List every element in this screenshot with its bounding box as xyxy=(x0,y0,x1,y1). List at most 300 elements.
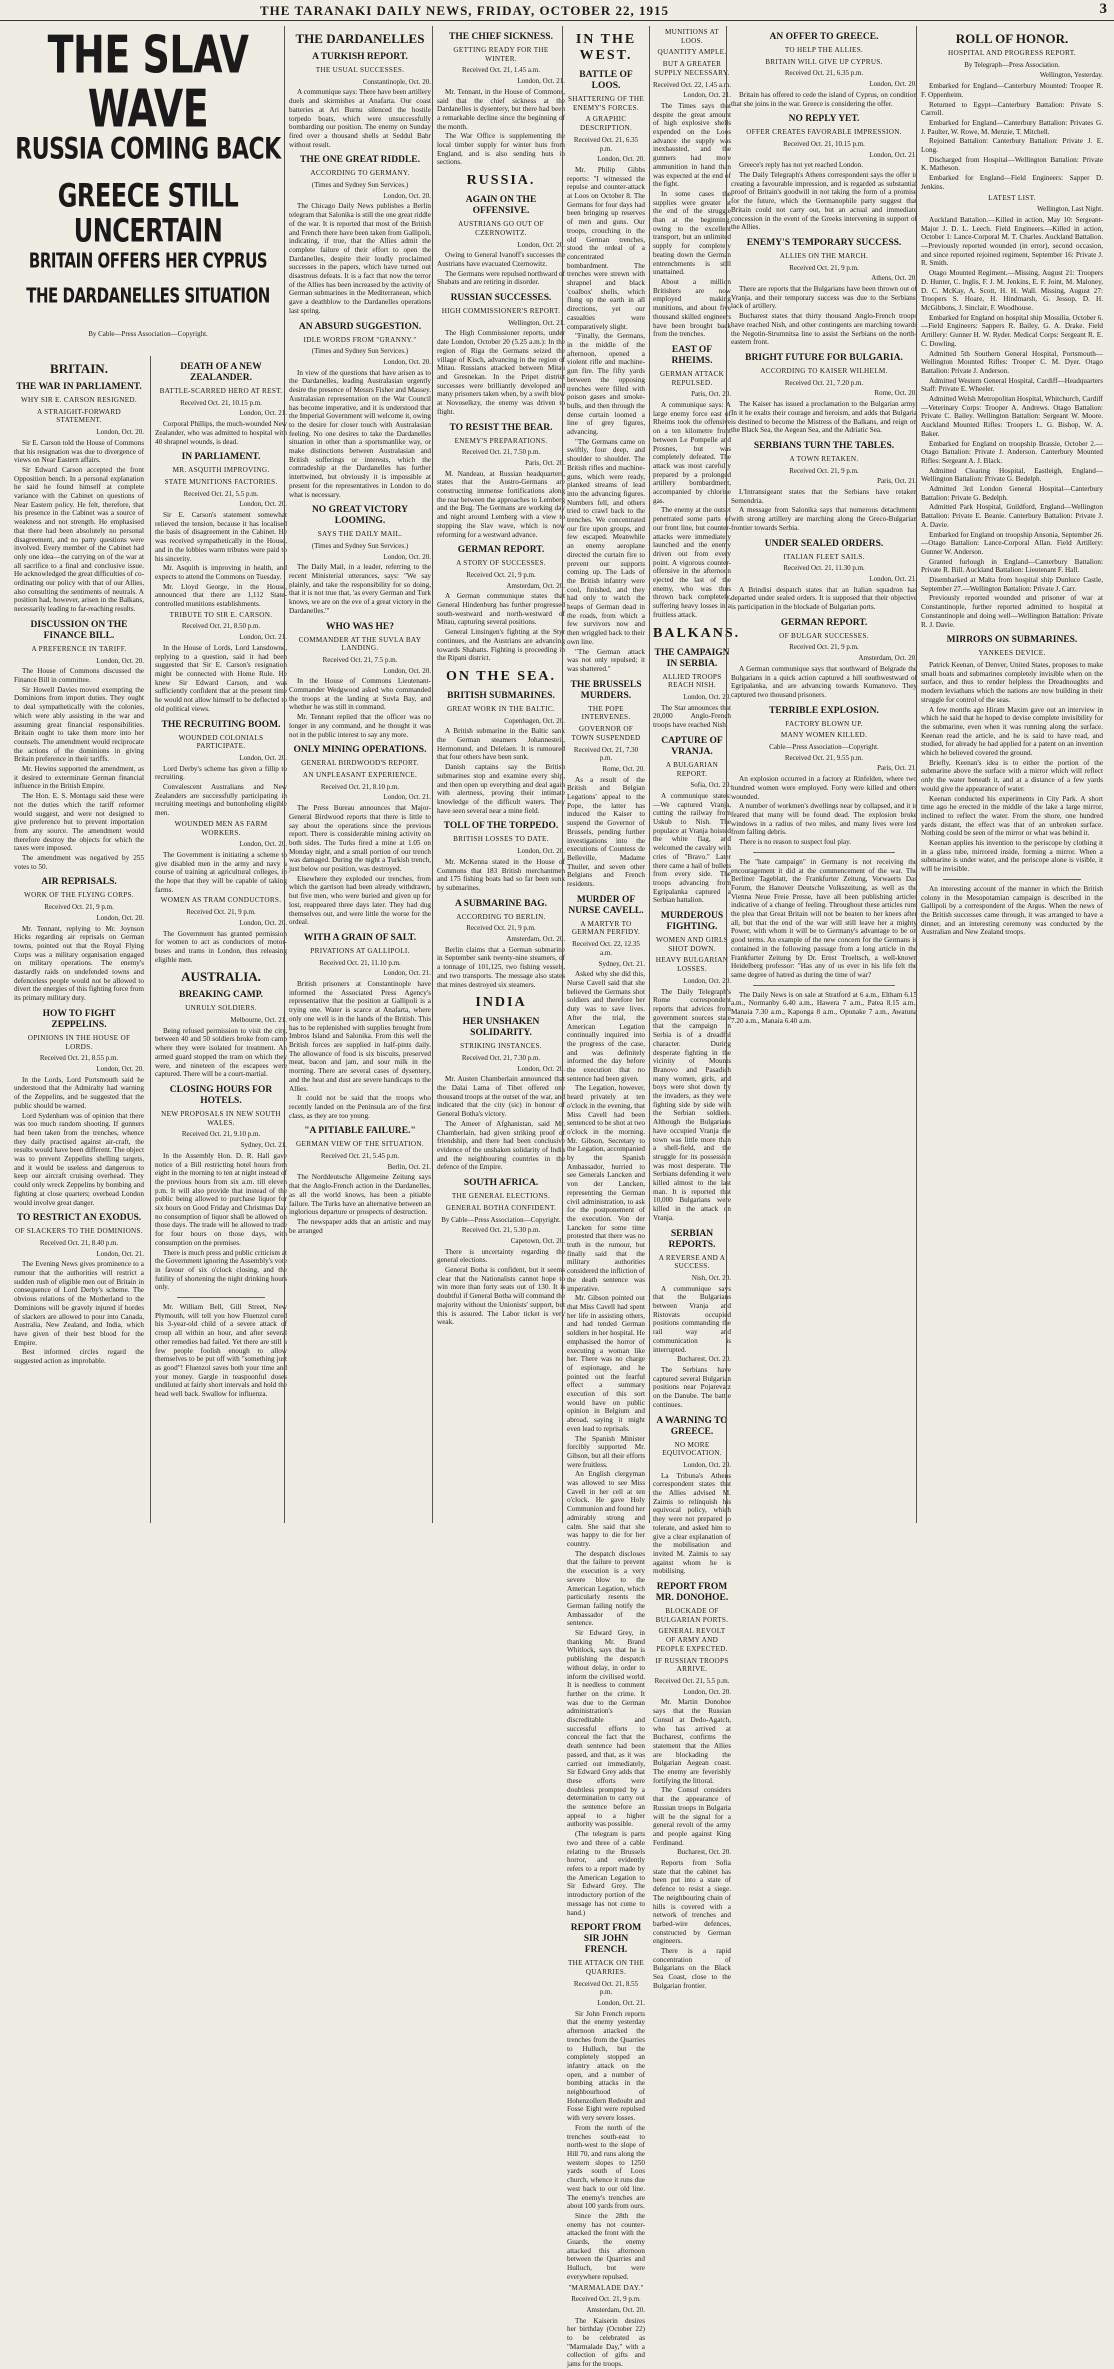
paragraph: The Times says that despite the great amount of high explosive shells expended on the Loos advance the supply was inexhausted, and the gunners had more ammunition in hand than was expected at the end of the fight. xyxy=(653,101,731,189)
article-headline: MIRRORS ON SUBMARINES. xyxy=(946,635,1078,646)
dateline: London, Oct. 21. xyxy=(239,633,287,642)
paragraph: Mr. Asquith is improving in health, and expects to attend the Commons on Tuesday. xyxy=(155,564,287,581)
subheading: NEW PROPOSALS IN NEW SOUTH WALES. xyxy=(161,1110,281,1127)
paragraph: M. Nandeau, at Russian headquarters, states that the Austro-Germans are constructing immense fortifications along the rear between the approaches to Lemberg and the Bug. The Germans are working day and night around Lemberg with a view to stopping the Slav wave, which is now reforming for a westward advance. xyxy=(437,469,565,539)
masthead xyxy=(0,0,1114,21)
paragraph: A Brindisi despatch states that an Italian squadron has departed under sealed orders. It is supposed that their objective is participation in the blockade of Bulgarian ports. xyxy=(731,585,917,612)
dateline: London, Oct. 20. xyxy=(683,693,731,701)
section-heading: RUSSIA. xyxy=(466,173,536,189)
subheading: HEAVY BULGARIAN LOSSES. xyxy=(655,956,729,974)
dateline: Received Oct. 21, 7.30 p.m. xyxy=(573,745,639,763)
dateline: Athens, Oct. 20. xyxy=(871,274,917,283)
paragraph: An interesting account of the manner in which the British colony in the Mesopotamian campaign is described in the Gallipoli by a correspondent of the Argus. When the news of the British successes came through, it was arranged to have a dinner, and an interesting ceremony was conducted by the Australian and New Zealand troops. xyxy=(921,884,1103,937)
dateline: Received Oct. 21, 11.30 p.m. xyxy=(783,564,865,573)
subheading: TRIBUTE TO SIR E. CARSON. xyxy=(169,610,273,619)
paragraph: The enemy at the outset penetrated some parts of our front line, but counter-attacks were immediately launched and the enemy driven out from every point. A vigorous counter-offensive in the afternoon ejected the last of the enemy, who was thus thrown back completely, suffering heavy losses in a fruitless attack. xyxy=(653,506,731,619)
dateline: Received Oct. 21, 6.35 p.m. xyxy=(784,69,864,78)
article-headline: MURDEROUS FIGHTING. xyxy=(660,911,724,933)
subheading: STATE MUNITIONS FACTORIES. xyxy=(164,477,278,486)
paragraph: Britain has offered to cede the island of Cyprus, on condition that she joins in the war. Greece is considering the offer. xyxy=(731,90,917,108)
subheading: GERMAN VIEW OF THE SITUATION. xyxy=(296,1140,424,1149)
subheading: OPINIONS IN THE HOUSE OF LORDS. xyxy=(27,1033,131,1051)
column-2 xyxy=(284,26,431,1523)
paragraph: Disembarked at Malta from hospital ship Dunluce Castle, September 27.—Wellington Battalion: Private J. Carr. xyxy=(921,576,1103,593)
paragraph: "The Germans came on swiftly, four deep, and shoulder to shoulder. The British rifles and machine-guns, which were ready, planked streams of lead into the advancing figures. Numbers fell, and others tried to crawl back to the trenches. We concentrated our fire upon groups, and few escaped. Meanwhile an enemy aeroplane directed the curtain fire to prevent our supports coming up. The Lads of the British infantry were cool, finished, and they had only to watch the heaps of German dead in the roads, from which a few survivors now and then wriggled back to their own line. xyxy=(567,437,645,646)
section-heading: BRITAIN. xyxy=(50,361,108,376)
paragraph: The Serbians have captured several Bulgarian positions near Pojarevatz on the Danube. The battle continues. xyxy=(653,1366,731,1409)
source-note: (Times and Sydney Sun Services.) xyxy=(311,541,409,550)
article-headline: TO RESTRICT AN EXODUS. xyxy=(16,1213,142,1224)
subheading: STRIKING INSTANCES. xyxy=(460,1042,542,1051)
paragraph: Discharged from Hospital—Wellington Battalion: Private K. Matheson. xyxy=(921,155,1103,173)
section-heading: ROLL OF HONOR. xyxy=(955,31,1069,46)
paragraph: The Evening News gives prominence to a rumour that the authorities will restrict a sudden rush of eligible men out of Britain in consequence of Lord Derby's scheme. The obvious relations of the Motherland to the Dominions will be gravely injured if hordes of slackers are allowed to pour into Canada, Australia, New Zealand, and India, which have given of their best blood for the Empire. xyxy=(14,1260,144,1347)
dateline: Received Oct. 21, 9 p.m. xyxy=(466,570,536,579)
dateline: London, Oct. 21. xyxy=(383,969,431,978)
dateline: London, Oct. 21. xyxy=(517,77,565,86)
paragraph: Embarked for England on troopship Ansonia, September 26.—Otago Battalion: Lance-Corporal Allan. Field Artillery: Gunner W. Anderson. xyxy=(921,530,1103,556)
article-headline: ONLY MINING OPERATIONS. xyxy=(293,745,427,756)
dateline: Wellington, Yesterday. xyxy=(1039,71,1103,80)
dateline: London, Oct. 20. xyxy=(383,666,431,675)
dateline: Amsterdam, Oct. 20. xyxy=(506,935,565,944)
paragraph: The Legation, however, heard privately at ten o'clock in the evening, that Miss Cavell had been sentenced to be shot at two o'clock in the morning. Mr. Gibson, Secretary to the Legation, accompanied by the Spanish Ambassador, hurried to see Generals Lancken and von der Lancken, representing the German civil administration, to ask for the postponement of the execution. Von der Lancken for some time protested that there was no truth in the rumour, but finally said that the military authorities considered the infliction of the death sentence was imperative. xyxy=(567,1084,645,1293)
paragraph: The Germans were repulsed northward of Shabats and are retiring in disorder. xyxy=(437,269,565,287)
subheading: MR. ASQUITH IMPROVING. xyxy=(172,466,270,475)
subheading: IF RUSSIAN TROOPS ARRIVE. xyxy=(655,1656,729,1674)
headline-dardanelles: THE DARDANELLES SITUATION xyxy=(26,283,270,308)
dateline: London, Oct. 20. xyxy=(683,1460,731,1469)
article-headline: THE CAMPAIGN IN SERBIA. xyxy=(654,647,730,669)
dateline: Sofia, Oct. 20. xyxy=(690,781,731,790)
subheading: A REVERSE AND A SUCCESS. xyxy=(658,1253,726,1271)
article-headline: AIR REPRISALS. xyxy=(41,877,117,888)
dateline: Received Oct. 21, 7.5 p.m. xyxy=(322,655,398,664)
paragraph: Rejoined Battalion: Canterbury Battalion: Private J. E. Long. xyxy=(921,137,1103,155)
article-headline: MURDER OF NURSE CAVELL. xyxy=(568,894,644,916)
paragraph: Owing to General Ivanoff's successes the Austrians have evacuated Czernowitz. xyxy=(437,251,565,268)
section-heading: THE DARDANELLES xyxy=(295,31,425,46)
paragraph: Otago Mounted Regiment.—Missing, August 21: Troopers D. Hunter, C. Inglis, F. J. M. Jenkins, E. F. Joint, M. Maloney, D. C. McKay, A. Scott, H. H. Wall. Missing, August 27: Troopers S. Hoare, H. Hindmarsh, G. Jessop, D. H. McGibbons, J. Sinclair, F. Woodhouse. xyxy=(921,269,1103,312)
article-headline: NO GREAT VICTORY LOOMING. xyxy=(311,505,409,527)
paragraph: (The telegram is parts two and three of a cable relating to the Brussels horror, and evidently refers to a report made by the American Legation to Sir Edward Grey. The introductory portion of the message has not come to hand.) xyxy=(567,1830,645,1917)
main-headline: THE SLAV WAVE xyxy=(47,25,249,139)
dateline: Received Oct. 21, 7.30 p.m. xyxy=(461,1053,541,1062)
dateline: Received Oct. 21, 7.20 p.m. xyxy=(784,378,864,387)
paragraph: Sir Edward Grey, in thanking Mr. Brand Whitlock, says that he is publishing the despatch without delay, in order to inform the civilised world. It is needless to comment further on the crime. It was due to the German administration's discreditable and successful efforts to conceal the fact that the death sentence had been passed, and that, as it was carried out immediately, Sir Edward Grey adds that these efforts were doubtless prompted by a determination to carry out the sentence before an appeal to a higher authority was possible. xyxy=(567,1629,645,1829)
paragraph: Bucharest states that thirty thousand Anglo-French troops have reached Nish, and other contingents are marching towards the Negotin-Strumnitsa line to assist the Serbians on the north-eastern front. xyxy=(731,312,917,347)
article-headline: IN PARLIAMENT. xyxy=(181,452,261,463)
paragraph: La Tribuna's Athens correspondent states that the Allies advised M. Zaimis to relinquish his equivocal policy, which they were not prepared to tolerate, and asked him to give a clear explanation of the mobilisation and invited M. Zaimis to say against whom he is mobilising. xyxy=(653,1471,731,1576)
subheading: GOVERNOR OF TOWN SUSPENDED xyxy=(571,725,641,742)
notice-paragraph: The Daily News is on sale at Stratford at 6 a.m., Eltham 6.15 a.m., Normanby 6.40 a.m., Hawera 7 a.m., Patea 8.15 a.m., Manaia 7.30 a.m., Kaponga 8 a.m., Opunake 7 a.m., Awatuna 7.20 a.m., Manaia 6.40 a.m. xyxy=(731,990,917,1025)
dateline: London, Oct. 20. xyxy=(683,976,731,985)
paragraph: The Kaiser has issued a proclamation to the Bulgarian army. In it he exalts their courage and heroism, and adds that Bulgaria is destined to become the Mistress of the Balkans, and reign on the Black Sea, the Aegean Sea, and the Adriatic Sea. xyxy=(731,400,917,435)
dateline: London, Oct. 20. xyxy=(239,753,287,762)
article-headline: TOLL OF THE TORPEDO. xyxy=(443,821,559,832)
dateline: London, Oct. 20. xyxy=(96,1065,144,1073)
dateline: London, Oct. 20. xyxy=(96,913,144,922)
dateline: London, Oct. 20. xyxy=(383,191,431,200)
article-headline: NO REPLY YET. xyxy=(788,114,860,125)
dateline: Received Oct. 22, 12.35 a.m. xyxy=(572,940,640,957)
dateline: Received Oct. 21, 1.45 a.m. xyxy=(462,66,540,75)
subheading: ITALIAN FLEET SAILS. xyxy=(783,552,865,561)
dateline: Received Oct. 21, 9.55 p.m. xyxy=(784,753,864,762)
dateline: London, Oct. 20. xyxy=(239,918,287,927)
dateline: Amsterdam, Oct. 20. xyxy=(586,2305,645,2314)
divider xyxy=(943,879,1081,880)
paragraph: In the House of Commons Lieutenant-Commander Wedgwood asked who commanded the troops at the landing at Suvla Bay, and whether he was still in command. xyxy=(289,677,431,712)
paragraph: In view of the questions that have arisen as to the Dardanelles, leading Australasian urgently desire the presence of Messrs Fisher and Massey. Australasian representation on the War Council has become imperative, and it is understood that the Imperial Government will welcome it, owing to the desire for closer touch with Australasian feeling. No one desires to take the Dardanelles situation in other than a sportsmanlike way, or make distinctions between Australasian and British sufferings or interests, which the comradeship at the Dardanelles has further intertwined, but obviously it is impossible at present for the representatives in London to do what is necessary. xyxy=(289,368,431,499)
paragraph: There is no reason to suspect foul play. xyxy=(739,838,852,847)
article-headline: WITH A GRAIN OF SALT. xyxy=(303,932,417,943)
subheading: THE USUAL SUCCESSES. xyxy=(315,66,405,74)
paragraph: A message from Salonika says that numerous detachments with strong artillery are marching along the Greco-Bulgarian frontier towards Serbia. xyxy=(731,506,917,532)
dateline: Bucharest, Oct. 20. xyxy=(677,1848,731,1857)
paragraph: Since the 28th the enemy has not counter-attacked the front with the Guards, the enemy attacked this afternoon between the Quarries and Hulluch, but were everywhere repulsed. xyxy=(567,2211,645,2281)
dateline: Received Oct. 21, 6.35 p.m. xyxy=(573,135,639,153)
subheading: THE POPE INTERVENES. xyxy=(581,704,631,722)
dateline: Received Oct. 21, 9 p.m. xyxy=(466,924,536,933)
column-4a xyxy=(567,26,645,2369)
dateline: London, Oct. 20. xyxy=(383,357,431,366)
subheading: A STORY OF SUCCESSES. xyxy=(456,559,546,568)
paragraph: The "hate campaign" in Germany is not receiving the encouragement it did at the commencement of the war. The Berliner Tageblatt, the Frankfurter Zeitung, Vorwaerts Das Forum, the Hanover Deutsche Volkszeitung, as well as the Vienna Neue Freie Presse, have all been publishing articles indicative of a change of feeling. Throughout these articles runs the plea that Great Britain will not be beaten to her knees after all, but that the end of the war will still leave her a mighty Power, with whom it will be to Germany's advantage to be on good terms. An example of the new concern for the Germans is contained in the following passage from a long article in the Frankfurter Zeitung by Dr. Ernst Troeltsch, a well-known Heidelberg professor: "Has any of us ever in his life felt the same degree of hatred as during the time of war? xyxy=(731,857,917,979)
paragraph: Mr. Austen Chamberlain announced that the Dalai Lama of Tibet offered one thousand troops at the outset of the war, and indicated that the city (sic) in honour of General Botha's victory. xyxy=(437,1075,565,1119)
paragraph: Lord Sydenham was of opinion that there was too much random shooting. If gunners had been taken from the trenches, whence they daily practised against air-craft, the results would have been different. The object was to prevent Zeppelins shelling targets, and it would be useless and dangerous to keep our aircraft cruising overhead. They could only wreck Zeppelins by bombing and fighting at close quarters; overhead London would involve great danger. xyxy=(14,1111,144,1207)
dateline: Copenhagen, Oct. 20. xyxy=(504,716,565,725)
dateline: London, Oct. 21. xyxy=(96,1249,144,1258)
subheading: COMMANDER AT THE SUVLA BAY LANDING. xyxy=(298,635,422,653)
paragraph: The Spanish Minister forcibly supported Mr. Gibson, but all their efforts were fruitless. xyxy=(567,1434,645,1469)
subheading: A BULGARIAN REPORT. xyxy=(665,760,719,778)
subheading: QUANTITY AMPLE. xyxy=(657,48,727,57)
subheading: GENERAL BIRDWOOD'S REPORT. xyxy=(301,759,419,768)
dateline: Received Oct. 21, 5.5 p.m. xyxy=(654,1676,730,1685)
paragraph: A British submarine in the Baltic sank the German steamers Johannesteil, Hermonund, and Delelaen. It is rumoured that four others have been sunk. xyxy=(437,727,565,762)
paragraph: Admitted Clearing Hospital, Eastleigh, England—Wellington Battalion: Private G. Bedelph. xyxy=(921,466,1103,484)
subheading: "MARMALADE DAY." xyxy=(568,2283,644,2292)
subheading: WOUNDED COLONIALS PARTICIPATE. xyxy=(178,733,264,751)
dateline: Received Oct. 21, 5.45 p.m. xyxy=(320,1152,400,1161)
article-headline: BRIGHT FUTURE FOR BULGARIA. xyxy=(745,352,903,363)
article-headline: A WARNING TO GREECE. xyxy=(656,1415,728,1437)
article-headline: THE WAR IN PARLIAMENT. xyxy=(16,382,142,392)
column-1b xyxy=(150,356,287,1523)
paragraph: A German communique states that General Hindenburg has further progressed south-westward and north-westward of Mitau, capturing several positions. xyxy=(437,592,565,627)
article-headline: HER UNSHAKEN SOLIDARITY. xyxy=(462,1017,540,1039)
article-headline: BATTLE OF LOOS. xyxy=(579,70,633,91)
subheading: BLOCKADE OF BULGARIAN PORTS. xyxy=(655,1607,729,1624)
paragraph: Granted furlough in England—Canterbury Battalion: Private R. Bill. Auckland Battalion: Lieutenant F. Hall. xyxy=(921,557,1103,575)
divider xyxy=(753,852,895,853)
paragraph: Embarked for England—Canterbury Mounted: Trooper R. F. Oppenheim. xyxy=(921,82,1103,99)
source-note: By Telegraph—Press Association. xyxy=(964,60,1060,69)
article-headline: GERMAN REPORT. xyxy=(457,545,545,556)
dateline: Rome, Oct. 20. xyxy=(602,764,645,773)
column-6 xyxy=(916,26,1103,1523)
subheading: UNRULY SOLDIERS. xyxy=(185,1004,257,1013)
paragraph: The despatch discloses that the failure to prevent the execution is a very severe blow to the American Legation, which particularly resents the German failing notify the Ambassador of the sentence. xyxy=(567,1549,645,1628)
dateline: Wellington, Oct. 21. xyxy=(508,318,565,327)
dateline: Received Oct. 21, 9 p.m. xyxy=(789,643,859,652)
paragraph: The Chicago Daily News publishes a Berlin telegram that Salonika is still the one great riddle of the war. It is reported that most of the British and French there have been taken from Gallipoli, indicating, if true, that the Allies admit the complete failure of their effort to open the Dardanelles, despite their loudly proclaimed successes in the papers, which have turned out disastrous defeats. It is a fact that now the terror of the Allies has been increased by the activity of German submarines in the Mediterranean, which gave a deathblow to the Dardanelles operations last spring. xyxy=(289,202,431,315)
paragraph: Mr. McKenna stated in the House of Commons that 183 British merchantmen and 175 fishing boats had so far been sunk by submarines. xyxy=(437,857,565,892)
paragraph: Sir Howell Davies moved exempting the Dominions from import duties. They ought to deal sympathetically with the colonies, which were ably assisting in the war and assuming great financial responsibilities. Britain ought to take them more into her counsels. The amendment would reciprocate the actions of the dominions in giving Britain preference in their tariffs. xyxy=(14,685,144,764)
article-headline: AN ABSURD SUGGESTION. xyxy=(298,321,422,332)
subheading: ACCORDING TO BERLIN. xyxy=(456,912,546,921)
subheading: OF BULGAR SUCCESSES. xyxy=(779,631,869,640)
paragraph: Keenan conducted his experiments in City Park. A short time ago he erected in the middle of the lake a large mirror, inclined to reflect the water. From the shore, one hundred yards distant, the effect was that of an unbroken surface. Nothing could be seen of the mirror or what was behind it. xyxy=(921,794,1103,838)
dateline: Received Oct. 21, 10.15 p.m. xyxy=(783,139,865,148)
article-headline: EAST OF RHEIMS. xyxy=(671,344,713,366)
paragraph: Mr. Gibson pointed out that Miss Cavell had spent her life in assisting others, and had tended German soldiers in her hospital. He emphasised the horror of executing a woman like her. There was no charge of espionage, and he pointed out the fearful effect a summary execution of this sort would have on public opinion in Belgium and abroad, saying it might even lead to reprisals. xyxy=(567,1294,645,1433)
subheading: A STRAIGHT-FORWARD STATEMENT. xyxy=(36,407,121,425)
article-headline: AGAIN ON THE OFFENSIVE. xyxy=(465,195,537,217)
dateline: Amsterdam, Oct. 20. xyxy=(506,581,565,590)
paragraph: The Norddeutsche Allgemeine Zeitung says that the Anglo-French action in the Dardanelles, as all the world knows, has been a pitiable failure. The Turks have an alternative between an inglorious departure or prospects of destruction. xyxy=(289,1173,431,1217)
article-headline: CAPTURE OF VRANJA. xyxy=(661,735,723,757)
dateline: London, Oct. 20. xyxy=(517,1064,565,1073)
dateline: London, Oct. 20. xyxy=(683,1687,731,1696)
dateline: Received Oct. 21, 8.40 p.m. xyxy=(39,1238,119,1247)
paragraph: There are reports that the Bulgarians have been thrown out of Vranja, and their temporary success was due to the Serbians' lack of artillery. xyxy=(731,285,917,311)
paragraph: The Ameer of Afghanistan, said Mr. Chamberlain, had given striking proof of friendship, and there had been conclusive evidence of the unshaken solidarity of India and the neighbouring countries in the defence of the Empire. xyxy=(437,1119,565,1172)
dateline: London, Oct. 21. xyxy=(597,1999,645,2008)
subheading: BRITAIN WILL GIVE UP CYPRUS. xyxy=(765,57,883,66)
dateline: Paris, Oct. 21. xyxy=(877,764,917,773)
paragraph: Admitted Western General Hospital, Cardiff—Headquarters Staff: Private E. Wheeler. xyxy=(921,376,1103,394)
paragraph: An explosion occurred in a factory at Rinfelden, where two hundred women were employed. Forty were killed and others wounded. xyxy=(731,775,917,801)
paragraph: A communique says that the Bulgarians between Vranja and Ristovats occupied positions commanding the rail way and communication is interrupted. xyxy=(653,1284,731,1354)
dateline: Capetown, Oct. 20. xyxy=(510,1236,565,1245)
dateline: Amsterdam, Oct. 20. xyxy=(858,654,917,663)
source-note: (Times and Sydney Sun Services.) xyxy=(311,181,409,190)
paragraph: In the House of Lords, Lord Lansdowne, replying to a question, said it had been suggested that Sir E. Carson's resignation might be connected with Home Rule. He knew Sir Edward Carson, and was sufficiently confident that at the present time he would not allow himself to be deflected to old political views. xyxy=(155,643,287,713)
subheading: GREAT WORK IN THE BALTIC. xyxy=(446,704,556,713)
paragraph: Mr. Tennant, replying to Mr. Joynson Hicks regarding air reprisals on German towns, pointed out that the Royal Flying Corps was a military organisation engaged on military operations. The enemy's dastardly raids on undefended towns and defenceless people would not be allowed to divert the energies of this fighting force from its primary military duty. xyxy=(14,924,144,1003)
subheading: SHATTERING OF THE ENEMY'S FORCES. xyxy=(567,95,645,112)
column-1-body xyxy=(14,356,287,1523)
paragraph: The Daily Mail, in a leader, referring to the recent Ministerial utterances, says: "We say plainly, and take the responsibility for so doing, that it is not true that, 'as every German and Turk knows, we are on the eve of a great victory in the Dardanelles.'" xyxy=(289,563,431,615)
dateline: Received Oct. 21, 8.55 p.m. xyxy=(573,1979,639,1997)
subheading: ACCORDING TO KAISER WILHELM. xyxy=(760,366,888,375)
paragraph: The Daily Telegraph's Athens correspondent says the offer is creating a favourable impression, and is regarded as substantial proof of Britain's goodwill in not taking the form of a promise for the future, which the Germanophile party suggest that Britain could not carry out, but an actual and immediate concession in the event of the Greeks intervening in support of the Allies. xyxy=(731,171,917,232)
dateline: Melbourne, Oct. 21. xyxy=(230,1016,287,1025)
subheading: WOMEN AND GIRLS SHOT DOWN. xyxy=(656,936,728,953)
subheading: IDLE WORDS FROM "GRANNY." xyxy=(303,335,417,344)
paragraph: Admitted 3rd London General Hospital—Canterbury Battalion: Private G. Bedelph. xyxy=(921,485,1103,502)
dateline: Sydney, Oct. 21. xyxy=(598,959,645,968)
dateline: London, Oct. 20. xyxy=(869,80,917,89)
paragraph: Embarked for England on troopship Brassie, October 2.—Otago Battalion: Private J. Anderson. Canterbury Mounted Rifles: Sergeant A. J. Black. xyxy=(921,439,1103,465)
paragraph: General Botha is confident, but it seems clear that the Nationalists cannot hope to win more than forty seats out of 130. It is doubtful if General Botha will command the majority without the Unionists' support, but this is assured. The Labor ticket is very weak. xyxy=(437,1266,565,1327)
dateline: London, Oct. 21. xyxy=(869,150,917,159)
paragraph: The Consul considers that the appearance of Russian troops in Bulgaria will be the signal for a general revolt of the army and people against King Ferdinand. xyxy=(653,1786,731,1847)
subheading: HOSPITAL AND PROGRESS REPORT. xyxy=(948,49,1076,57)
article-headline: CLOSING HOURS FOR HOTELS. xyxy=(169,1085,273,1106)
subheading: THE ATTACK ON THE QUARRIES. xyxy=(567,1959,645,1976)
paragraph: Asked why she did this, Nurse Cavell said that she believed the Germans shot soldiers and therefore her duty was to save lives. After the trial, the American Legation continually inquired into the progress of the case, and was definitely informed the day before the execution that no sentence had been given. xyxy=(567,970,645,1083)
dateline: London, Oct. 20. xyxy=(517,847,565,856)
subheading: NO MORE EQUIVOCATION. xyxy=(662,1440,722,1458)
paragraph: The War Office is supplementing the local timber supply for winter huts from England, and is also sending huts in sections. xyxy=(437,132,565,167)
paragraph: There is a rapid concentration of Bulgarians on the Black Sea Coast, close to the Bulgarian frontier. xyxy=(653,1947,731,1990)
article-headline: GERMAN REPORT. xyxy=(780,617,868,628)
paragraph: From the north of the trenches south-east to north-west to the slope of Hill 70, and runs along the western slopes to 1250 yards south of Loos church, whence it runs due west back to our old line. The enemy's trenches are about 100 yards from ours. xyxy=(567,2123,645,2211)
subheading: ALLIED TROOPS REACH NISH. xyxy=(662,672,722,690)
paragraph: In the Lords, Lord Portsmouth said he understood that the Admiralty had warning of the Zeppelins, and he suggested that the public should be warned. xyxy=(14,1075,144,1110)
column-5 xyxy=(726,26,917,1523)
paragraph: Sir Edward Carson accepted the front Opposition bench. In a personal explanation he said he found himself at complete variance with the Cabinet on questions of Near Eastern policy. He felt, therefore, that his presence in the Cabinet was a source of weakness and not strength. He emphasised that there had been absolutely no personal disagreement, and no party questions were involved. Every member of the Cabinet had only one idea—the carrying on of the war at all sacrifice to a final and conclusive issue. He acknowledged the great difficulties of co-ordinating our policy with that of our Allies, also consulting the sentiments of neutrals. A position had, however, arisen in the Balkans, necessarily leading to far-reaching results. xyxy=(14,465,144,614)
dateline: Paris, Oct. 20. xyxy=(525,458,565,467)
article-headline: ENEMY'S TEMPORARY SUCCESS. xyxy=(746,237,902,248)
dateline: Received Oct. 22, 1.45 a.m. xyxy=(653,80,731,89)
article-headline: RUSSIAN SUCCESSES. xyxy=(450,293,552,304)
subheading: ALLIES ON THE MARCH. xyxy=(779,251,869,260)
dateline: Wellington, Last Night. xyxy=(1037,205,1103,214)
paragraph: The Government is initiating a scheme to give disabled men in the army and navy a course of training at agricultural colleges, in the hope that they will be capable of taking farms. xyxy=(155,850,287,894)
section-heading: IN THE WEST. xyxy=(575,32,637,63)
paragraph: About a million Britishers are now employed making munitions, and about five thousand skilled engineers have been brought back from the trenches. xyxy=(653,277,731,339)
subheading: AUSTRIANS GO OUT OF CZERNOWITZ. xyxy=(458,220,544,237)
paragraph: In the Assembly Hon. D. R. Hall gave notice of a Bill restricting hotel hours from eight in the morning to ten at night instead of the previous hours from six a.m. till eleven p.m. It will also provide that instead of the public being allowed to purchase liquor for six hours on Good Friday and Christmas Day no consumption of liquor shall be allowed on those days. The trade will be allowed to trade for four hours on those days, with consumption on the premises. xyxy=(155,1151,287,1247)
dateline: Nish, Oct. 20. xyxy=(691,1273,731,1282)
paragraph: Mr. Hewins supported the amendment, as it desired to exterminate German financial influence in the British Empire. xyxy=(14,765,144,791)
paragraph: Admitted 5th Southern General Hospital, Portsmouth—Wellington Mounted Rifles: Trooper C. M. Dyer. Otago Battalion: Private J. Anderson. xyxy=(921,349,1103,375)
column-4b xyxy=(649,26,741,1990)
paragraph: A communique says: A large enemy force east of Rheims took the offensive on a ten kilometre front between Le Pompelle and Prosnes, but was completely defeated. The attack was most carefully prepared by a prolonged artillery bombardment, accompanied by chlorine gas. xyxy=(653,401,731,505)
dateline: Received Oct. 21, 9 p.m. xyxy=(789,263,859,272)
dateline: London, Oct. 20. xyxy=(239,500,287,509)
subheading: A TOWN RETAKEN. xyxy=(789,454,859,463)
paragraph: The Star announces that 20,000 Anglo-French troops have reached Nish. xyxy=(653,703,731,730)
dateline: London, Oct. 21. xyxy=(869,574,917,583)
section-heading: BALKANS. xyxy=(653,625,741,641)
paragraph: As a result of the British and Belgian Legations' appeal to the Pope, the latter has induced the Kaiser to suspend the Governor of Brussels, pending further investigations into the executions of Countess de Belleville, Madame Thuiler, and seven other Belgians and French residents. xyxy=(567,775,645,889)
article-headline: A TURKISH REPORT. xyxy=(312,52,408,62)
dateline: Received Oct. 21, 8.50 p.m. xyxy=(181,622,261,631)
paragraph: Greece's reply has not yet reached London. xyxy=(739,161,864,170)
article-headline: BRITISH SUBMARINES. xyxy=(447,690,555,701)
paragraph: A communique states: —We captured Vranja, cutting the railway from Uskub to Nish. The populace at Vranja hoisted the white flag, and welcomed the cavalry with cries of "Bravo." Later there came a hail of bullets from every side. The troops advancing from Egripalanka captured a Serbian battalion. xyxy=(653,791,731,905)
article-headline: BREAKING CAMP. xyxy=(178,990,264,1001)
paragraph: Reports from Sofia state that the cabinet has been put into a state of defence to resist a siege. The neighbouring chain of hills is covered with a network of trenches and barbed-wire defences, constructed by German engineers. xyxy=(653,1859,731,1946)
dateline: Received Oct. 21, 5.30 p.m. xyxy=(461,1226,541,1235)
paragraph: British prisoners at Constantinople have informed the Associated Press Agency's representative that the position at Gallipoli is a trying one. Water is scarce at Anafarta, where only one well is in the hands of the British. This has to be replenished with supplies brought from Imbros Island and Salonika. From this well the British forces are supplied in half-pints daily. The allowance of food is six biscuits, preserved meat, bacon and jam, and sour milk in the morning. There are several cases of dysentery, and the heat and dust are severe handicaps to the Allies. xyxy=(289,980,431,1093)
subheading: GENERAL BOTHA CONFIDENT. xyxy=(445,1203,557,1212)
paragraph: Sir E. Carson's statement somewhat relieved the tension, because it has localised the basis of disagreement in the Cabinet. He was received sympathetically in the House, and in the lobbies warm tributes were paid to his sincerity. xyxy=(155,511,287,563)
subheading: A GRAPHIC DESCRIPTION. xyxy=(579,115,633,133)
subheading: ACCORDING TO GERMANY. xyxy=(310,169,410,178)
subheading: TO HELP THE ALLIES. xyxy=(784,46,864,54)
subheading: PRIVATIONS AT GALLIPOLI. xyxy=(310,946,410,955)
paragraph: There is uncertainty regarding the general elections. xyxy=(437,1247,565,1265)
paragraph: Keenan applies his invention to the periscope by clothing it in a glass tube, mirrored inside, forming a mirror. When a submarine is under water, and the periscope alone is visible, it will be invisible. xyxy=(921,839,1103,874)
page-number: 3 xyxy=(1099,1,1108,17)
source-note: By Cable—Press Association—Copyright. xyxy=(441,1215,561,1224)
dateline: London, Oct. 21. xyxy=(383,793,431,802)
subheading: A MARTYR TO GERMAN PERFIDY. xyxy=(571,919,641,937)
article-headline: THE BRUSSELS MURDERS. xyxy=(570,679,642,701)
dateline: Received Oct. 21, 9 p.m. xyxy=(789,466,859,475)
article-headline: WHO WAS HE? xyxy=(326,621,394,632)
article-headline: THE ONE GREAT RIDDLE. xyxy=(299,155,420,166)
subheading: FACTORY BLOWN UP. xyxy=(785,719,863,728)
dateline: London, Oct. 21. xyxy=(683,91,731,100)
dateline: London, Oct. 20. xyxy=(96,428,144,437)
dateline: London, Oct. 20. xyxy=(597,155,645,164)
dateline: Received Oct. 21, 8.55 p.m. xyxy=(39,1054,119,1063)
newspaper-title: THE TARANAKI DAILY NEWS, FRIDAY, OCTOBER 22, 1915 xyxy=(260,3,669,18)
dateline: Received Oct. 21, 5.5 p.m. xyxy=(183,489,259,498)
paragraph: Auckland Battalion.—Killed in action, May 10: Sergeant-Major J. D. L. Leech. Field Engineers.—Killed in action, October 1: Lance-Corporal M. T. Charles. Auckland Battalion.—Previously reported wounded (in error), second occasion, and since reported rejoined regiment, September 16: Private J. R. Smith. xyxy=(921,215,1103,268)
subheading: AN UNPLEASANT EXPERIENCE. xyxy=(302,771,418,779)
subheading: LATEST LIST. xyxy=(988,193,1036,202)
paragraph: Admitted Park Hospital, Guildford, England—Wellington Battalion: Private E. Beanie. Canterbury Battalion: Private J. A. Davie. xyxy=(921,503,1103,529)
paragraph: Embarked for England on hospital ship Mossilia, October 6.—Field Engineers: Sappers R. Bailey, G. A. Drake. Field Artillery: Gunner H. W. Ryder. Medical Corps: Sergeant R. E. C. Dowling. xyxy=(921,313,1103,348)
dateline: Received Oct. 21, 9 p.m. xyxy=(186,908,256,917)
dateline: Received Oct. 21, 10.15 p.m. xyxy=(180,398,262,407)
subheading: THE GENERAL ELECTIONS. xyxy=(451,1192,551,1201)
paragraph: Patrick Keenan, of Denver, United States, proposes to make small boats and submarines completely invisible when on the surface, and thus to render helpless the Dreadnoughts and modern leviathans which the nations are now building in their struggle for control of the seas. xyxy=(921,661,1103,704)
paragraph: Corporal Phillips, the much-wounded New Zealander, who was admitted to hospital with 40 shrapnel wounds, is dead. xyxy=(155,420,287,446)
paragraph: Previously reported wounded and prisoner of war at Constantinople, further reported admitted to hospital at Constantinople and doing well—Wellington Battalion: Private R. J. Davie. xyxy=(921,594,1103,629)
dateline: London, Oct. 21. xyxy=(239,409,287,418)
article-headline: SERBIANS TURN THE TABLES. xyxy=(753,440,895,451)
paragraph: A German communique says that southward of Belgrade the Bulgarians in a quick action captured a hill southwestward of Egripalanka, and are advancing towards Kumanovo. They captured two thousand prisoners. xyxy=(731,664,917,699)
dateline: Received Oct. 21, 9 p.m. xyxy=(44,903,114,912)
paragraph: Returned to Egypt—Canterbury Battalion: Private S. Carroll. xyxy=(921,100,1103,118)
subheading: WOUNDED MEN AS FARM WORKERS. xyxy=(174,819,268,837)
paragraph: Mr. Tennant, in the House of Commons, said that the chief sickness at the Dardanelles is dysentery, but there had been a remarkable decline since the beginning of the month. xyxy=(437,87,565,131)
dateline: Paris, Oct. 20. xyxy=(691,390,731,399)
paragraph: Elsewhere they exploded our trenches, from which the garrison had been already withdrawn, but five men, who were buried and given up for lost, reappeared three days later. They had dug themselves out, and were little the worse for the ordeal. xyxy=(289,874,431,927)
dateline: Received Oct. 21, 11.10 p.m. xyxy=(319,958,401,967)
subheading: OF SLACKERS TO THE DOMINIONS. xyxy=(15,1227,143,1236)
article-headline: "A PITIABLE FAILURE." xyxy=(304,1126,416,1137)
headline-block xyxy=(14,25,282,328)
subheading: GERMAN ATTACK REPULSED. xyxy=(659,369,725,387)
subheading: A PREFERENCE IN TARIFF. xyxy=(31,644,127,653)
source-note: Cable—Press Association—Copyright. xyxy=(769,743,879,752)
paragraph: The House of Commons discussed the Finance Bill in committee. xyxy=(14,667,144,684)
paragraph: "The German attack was not only repulsed; it was shattered." xyxy=(567,647,645,673)
column-3 xyxy=(432,26,565,1523)
dateline: Berlin, Oct. 21. xyxy=(387,1162,431,1171)
paragraph: Sir E. Carson told the House of Commons that his resignation was due to divergence of views on Near Eastern affairs. xyxy=(14,438,144,465)
paragraph: A few months ago Hiram Maxim gave out an interview in which he said that he hoped to devise complete invisibility for the submarine, even when it was running along the surface. Keenan read the article, and he is said to have read, and studied, for already he had applied for a patent on an invention which he believed covered the ground. xyxy=(921,705,1103,758)
paragraph: Being refused permission to visit the city, between 40 and 50 soldiers broke from camp where they were isolated for treatment. An armed guard stopped the tram on which they were, and nineteen of the escapees were captured. There will be a court-martial. xyxy=(155,1026,287,1079)
section-heading: ON THE SEA. xyxy=(445,668,557,684)
dateline: London, Oct. 20. xyxy=(96,656,144,665)
paragraph: Admitted Welsh Metropolitan Hospital, Whitchurch, Cardiff—Veterinary Corps: Trooper A. Andrews. Otago Battalion: Private C. Bailey. Wellington Battalion: Sergeant W. Moore. Auckland Mounted Rifles: Troopers L. G. Bishop, W. A. Baker. xyxy=(921,395,1103,438)
column-1 xyxy=(14,25,287,1523)
article-headline: TO RESIST THE BEAR. xyxy=(449,422,553,433)
article-headline: DEATH OF A NEW ZEALANDER. xyxy=(180,362,262,383)
article-headline: AN OFFER TO GREECE. xyxy=(769,32,879,42)
article-headline: THE CHIEF SICKNESS. xyxy=(449,32,553,42)
paragraph: The High Commissioner reports, under date London, October 20 (5.25 a.m.): In the region of Riga the Germans seized the village of Kisch, advancing in the region of Mitau. Russians attacked between Mitau and Gresnekan. In the Pripet district successes were brilliantly developed and many prisoners taken when, by a swift blow at Novoselkzy, the enemy was driven to flight. xyxy=(437,329,565,416)
subheading: ENEMY'S PREPARATIONS. xyxy=(454,436,548,445)
article-headline: A SUBMARINE BAG. xyxy=(454,898,548,909)
section-heading: AUSTRALIA. xyxy=(181,969,261,985)
subheading: WORK OF THE FLYING CORPS. xyxy=(24,891,134,900)
column-1a xyxy=(14,356,144,1523)
paragraph: "Finally, the Germans, in the middle of the afternoon, opened a violent rifle and machine-gun fire. The fifty yards between the opposing trenches were filled with poison gases and smoke-bulls, and then through the dense curtain loomed a line of grey figures, advancing. xyxy=(567,332,645,437)
paragraph: Lord Derby's scheme has given a fillip to recruiting. xyxy=(155,764,287,782)
